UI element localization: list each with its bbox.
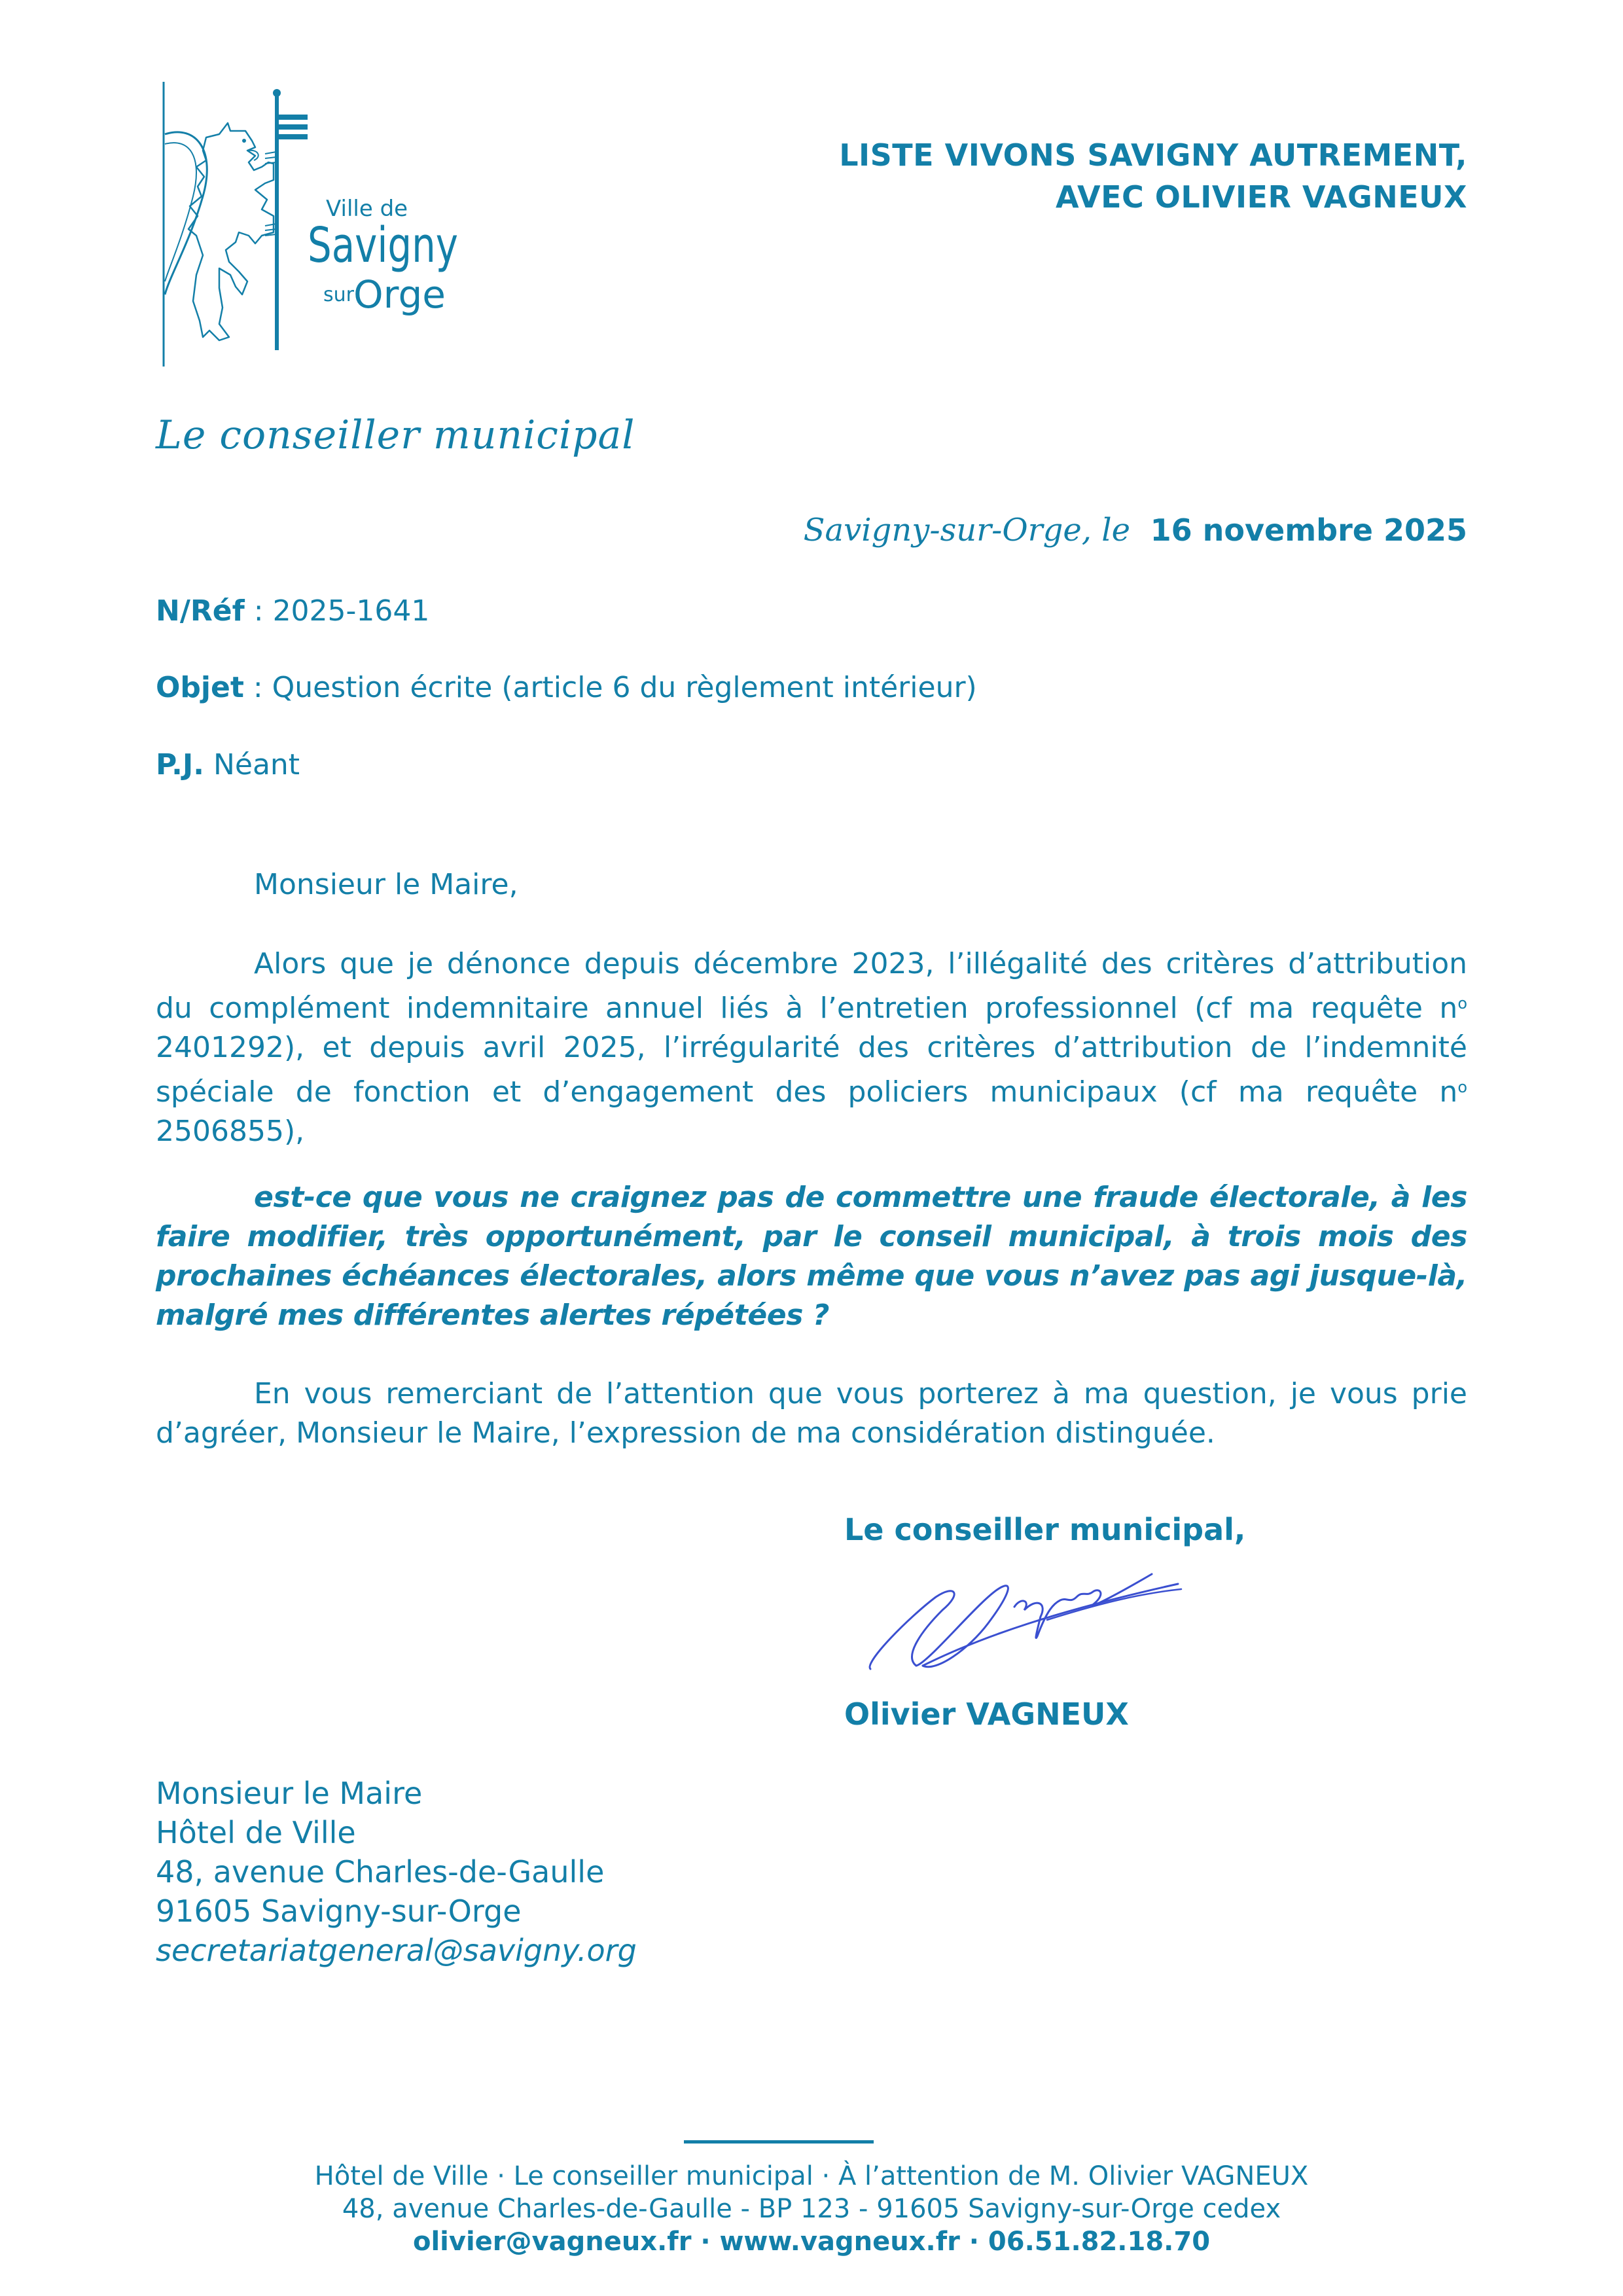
object-line: [156, 671, 977, 704]
reference-line: [156, 594, 429, 628]
footer-email[interactable]: olivier@vagneux.fr: [412, 2227, 692, 2257]
footer-line1: Hôtel de Ville · Le conseiller municipal · À l’attention de M. Olivier VAGNEUX: [314, 2161, 1309, 2191]
reference-separator: :: [244, 594, 273, 628]
logo-text-ville-de: Ville de: [326, 196, 408, 222]
body-paragraph-question: est-ce que vous ne craignez pas de commettre une fraude électorale, à les faire modifier, très opportunément, par le conseil municipal, à trois mois des prochaines échéances électorales, alors même que vous n’avez pas agi jusque-là, malgré mes différentes alertes répétées ?: [156, 1181, 1467, 1332]
object-value: Question écrite (article 6 du règlement intérieur): [272, 671, 977, 704]
body-paragraph-closing: En vous remerciant de l’attention que vous porterez à ma question, je vous prie d’agréer, Monsieur le Maire, l’expression de ma considération distinguée.: [156, 1377, 1467, 1450]
letter-date: 16 novembre 2025: [1150, 512, 1467, 548]
recipient-line3: 48, avenue Charles-de-Gaulle: [156, 1854, 605, 1890]
list-name-line2: AVEC OLIVIER VAGNEUX: [1056, 179, 1467, 215]
recipient-line2: Hôtel de Ville: [156, 1815, 356, 1850]
footer-contact: [0, 2225, 1623, 2258]
attachment-value: Néant: [204, 748, 300, 781]
handwritten-signature: [851, 1558, 1243, 1689]
signatory-name: Olivier VAGNEUX: [844, 1696, 1129, 1732]
signature-icon: [851, 1558, 1243, 1689]
para1-text-a: Alors que je dénonce depuis décembre 2023, l’illégalité des critères d’attribution du complément indemnitaire annuel liés à l’entretien professionnel (cf ma requête n: [156, 947, 1467, 1025]
footer-sep-2: ·: [959, 2227, 988, 2257]
footer-sep-1: ·: [691, 2227, 720, 2257]
logo-text-sur: sur: [323, 283, 354, 306]
logo-text-orge: Orge: [353, 272, 446, 317]
reference-value: 2025-1641: [272, 594, 430, 628]
lion-crest-icon: [157, 79, 497, 373]
place-date: [804, 512, 1467, 548]
list-name: [839, 134, 1467, 218]
recipient-line4: 91605 Savigny-sur-Orge: [156, 1893, 522, 1929]
reference-label: N/Réf: [156, 594, 245, 628]
signature-title: Le conseiller municipal,: [844, 1512, 1246, 1547]
list-name-line1: LISTE VIVONS SAVIGNY AUTREMENT,: [839, 137, 1467, 173]
numero-sup-2: o: [1457, 1078, 1467, 1096]
footer-phone[interactable]: 06.51.82.18.70: [988, 2227, 1211, 2257]
attachment-line: [156, 748, 300, 781]
place-label: Savigny-sur-Orge, le: [803, 512, 1131, 548]
footer-website[interactable]: www.vagneux.fr: [719, 2227, 960, 2257]
para1-text-c: 2506855),: [156, 1115, 305, 1148]
logo-text-savigny: Savigny: [308, 217, 458, 274]
attachment-label: P.J.: [156, 748, 204, 781]
role-title: Le conseiller municipal: [156, 412, 635, 458]
recipient-line1: Monsieur le Maire: [156, 1776, 423, 1811]
salutation: Monsieur le Maire,: [254, 868, 518, 901]
city-logo: [157, 79, 497, 373]
object-separator: :: [243, 671, 272, 704]
recipient-email[interactable]: secretariatgeneral@savigny.org: [156, 1933, 637, 1968]
footer-line2: 48, avenue Charles-de-Gaulle - BP 123 - 91605 Savigny-sur-Orge cedex: [342, 2194, 1281, 2224]
numero-sup-1: o: [1457, 994, 1467, 1013]
recipient-address: [156, 1774, 637, 1970]
body-paragraph-context: [156, 944, 1467, 1151]
footer-divider: [684, 2140, 874, 2144]
para1-text-b: 2401292), et depuis avril 2025, l’irrégularité des critères d’attribution de l’indemnité spéciale de fonction et d’engagement des policiers municipaux (cf ma requête n: [156, 1031, 1467, 1109]
footer: [0, 2160, 1623, 2258]
object-label: Objet: [156, 671, 244, 704]
